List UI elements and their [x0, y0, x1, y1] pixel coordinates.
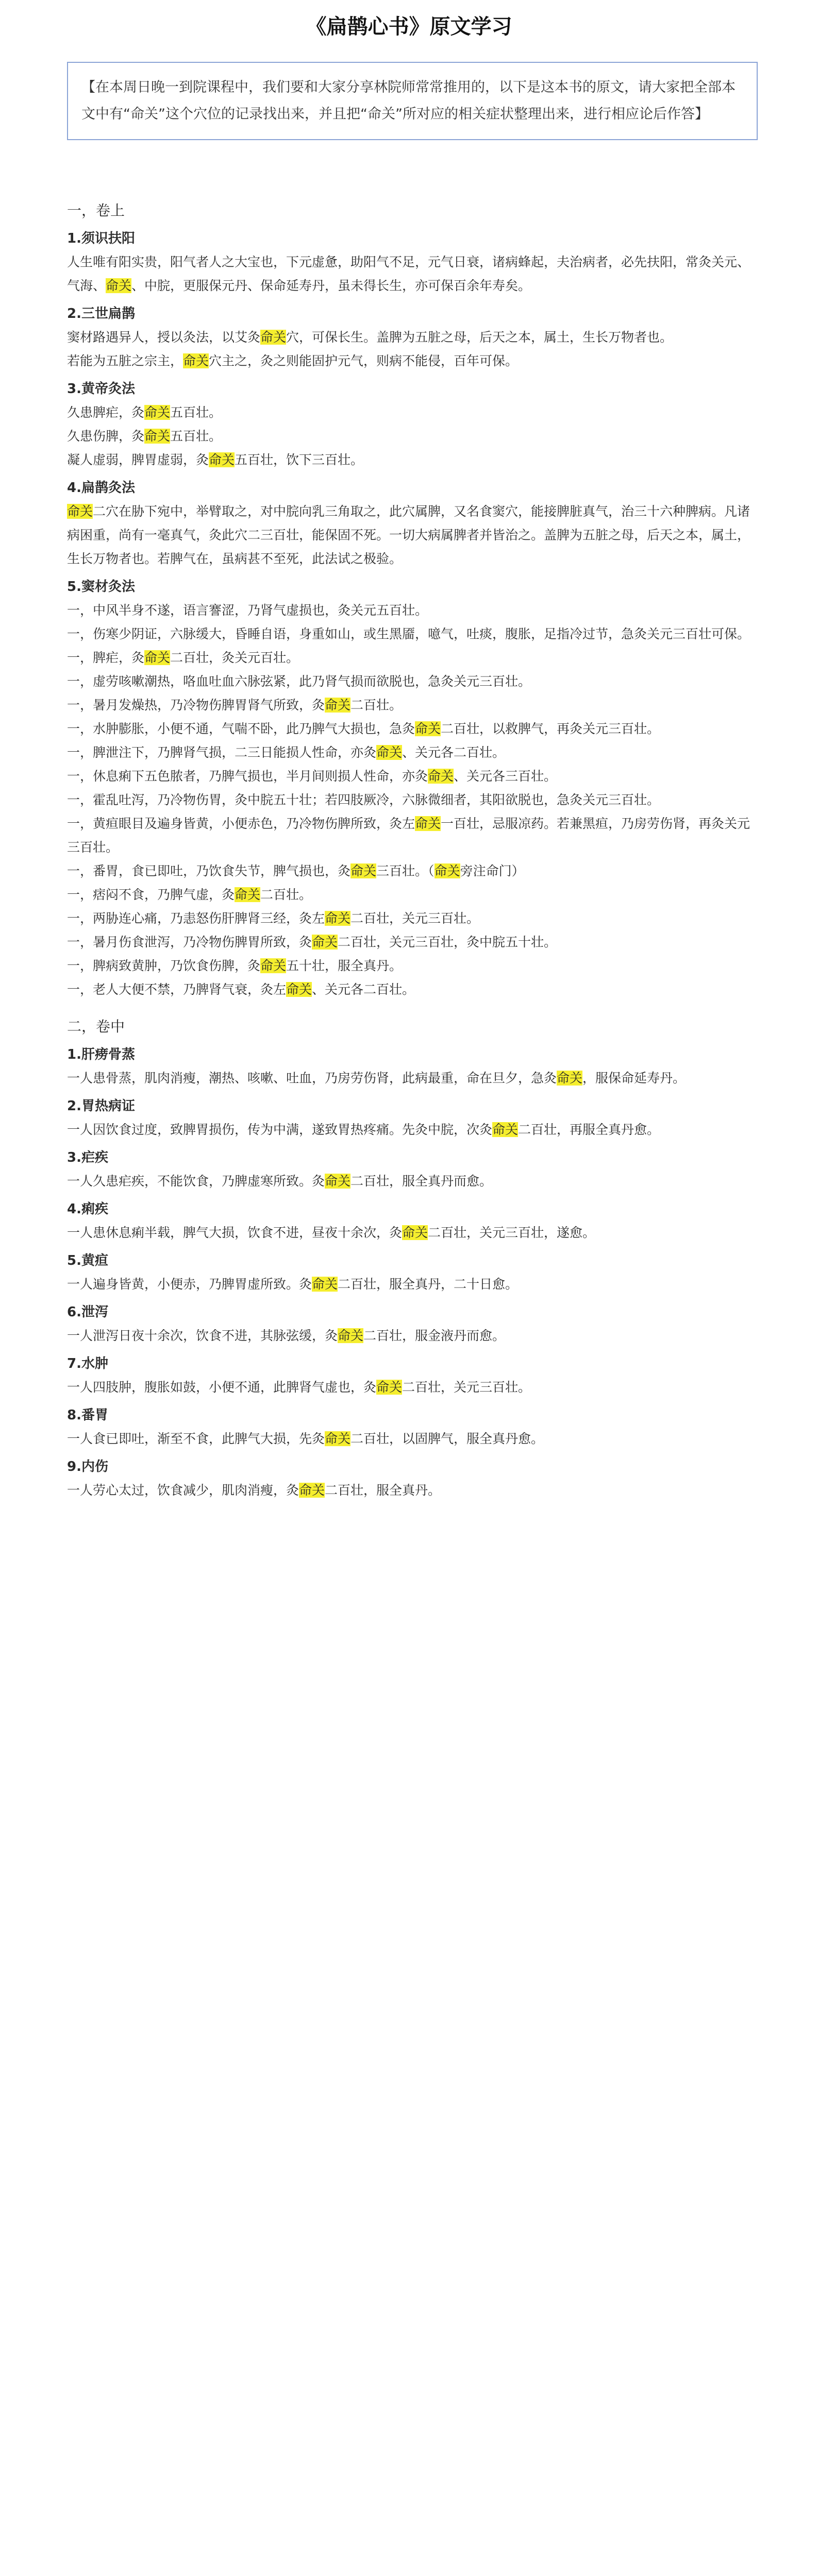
text-line: 人生唯有阳实贵，阳气者人之大宝也，下元虚惫，助阳气不足，元气日衰，诸病蜂起，夫治病者，必先扶阳，常灸关元、气海、命关、中脘，更服保元丹、保命延寿丹，虽未得长生，亦可保百余年寿矣。: [67, 255, 750, 293]
highlight-mingguan: 命关: [415, 816, 441, 831]
subsection-heading: 2.胃热病证: [67, 1098, 135, 1114]
text-line: 久患伤脾，灸命关五百壮。: [67, 429, 222, 444]
section-heading: 二，卷中: [67, 1018, 125, 1035]
text-line: 一，痞闷不食，乃脾气虚，灸命关二百壮。: [67, 887, 312, 902]
text-line: 一，脾病致黄肿，乃饮食伤脾，灸命关五十壮，服全真丹。: [67, 958, 403, 973]
text-line: 一人患骨蒸，肌肉消瘦，潮热、咳嗽、吐血，乃房劳伤肾，此病最重，命在旦夕，急灸命关，服保命延寿丹。: [67, 1071, 686, 1086]
highlight-mingguan: 命关: [312, 1277, 338, 1292]
subsection-heading: 9.内伤: [67, 1459, 108, 1475]
main-content: [67, 185, 758, 1502]
text-line: 一，黄疸眼目及遍身皆黄，小便赤色，乃冷物伤脾所致，灸左命关一百壮，忌服凉药。若兼黑疸，乃房劳伤肾，再灸关元三百壮。: [67, 816, 750, 855]
subsection-heading: 1.须识扶阳: [67, 231, 135, 246]
subsection-heading: 1.肝痨骨蒸: [67, 1047, 135, 1062]
text-line: 一，番胃，食已即吐，乃饮食失节，脾气损也，灸命关三百壮。（命关旁注命门）: [67, 863, 525, 878]
highlight-mingguan: 命关: [106, 278, 132, 293]
subsection-heading: 8.番胃: [67, 1408, 108, 1423]
highlight-mingguan: 命关: [338, 1328, 364, 1343]
highlight-mingguan: 命关: [312, 935, 338, 950]
highlight-mingguan: 命关: [260, 330, 287, 345]
text-line: 一人遍身皆黄，小便赤，乃脾胃虚所致。灸命关二百壮，服全真丹，二十日愈。: [67, 1277, 519, 1292]
highlight-mingguan: 命关: [209, 452, 235, 467]
highlight-mingguan: 命关: [325, 911, 351, 926]
text-line: 一，虚劳咳嗽潮热，咯血吐血六脉弦紧，此乃肾气损而欲脱也，急灸关元三百壮。: [67, 674, 531, 689]
text-line: 一人久患疟疾，不能饮食，乃脾虚寒所致。灸命关二百壮，服全真丹而愈。: [67, 1174, 493, 1189]
subsection-heading: 6.泄泻: [67, 1304, 108, 1320]
highlight-mingguan: 命关: [325, 1174, 351, 1189]
text-line: 一，霍乱吐泻，乃冷物伤胃，灸中脘五十壮；若四肢厥冷，六脉微细者，其阳欲脱也，急灸关元三百壮。: [67, 792, 660, 807]
highlight-mingguan: 命关: [235, 887, 261, 902]
text-line: 一人食已即吐，渐至不食，此脾气大损，先灸命关二百壮，以固脾气，服全真丹愈。: [67, 1431, 544, 1446]
highlight-mingguan: 命关: [144, 405, 171, 420]
text-line: 窦材路遇异人，授以灸法，以艾灸命关穴，可保长生。盖脾为五脏之母，后天之本，属土，生长万物者也。: [67, 330, 673, 345]
text-line: 一，老人大便不禁，乃脾肾气衰，灸左命关、关元各二百壮。: [67, 982, 415, 997]
text-line: 一，两胁连心痛，乃恚怒伤肝脾肾三经，灸左命关二百壮，关元三百壮。: [67, 911, 480, 926]
highlight-mingguan: 命关: [144, 429, 171, 444]
text-line: 一人患休息痢半载，脾气大损，饮食不进，昼夜十余次，灸命关二百壮，关元三百壮，遂愈。: [67, 1225, 596, 1240]
text-line: 若能为五脏之宗主，命关穴主之，灸之则能固护元气，则病不能侵，百年可保。: [67, 353, 519, 368]
text-line: 凝人虚弱，脾胃虚弱，灸命关五百壮，饮下三百壮。: [67, 452, 364, 467]
subsection-heading: 5.黄疸: [67, 1253, 108, 1268]
text-line: 一，水肿膨胀，小便不通，气喘不卧，此乃脾气大损也，急灸命关二百壮，以救脾气，再灸关元三百壮。: [67, 721, 660, 736]
highlight-mingguan: 命关: [325, 698, 351, 713]
highlight-mingguan: 命关: [325, 1431, 351, 1446]
highlight-mingguan: 命关: [183, 353, 209, 368]
highlight-mingguan: 命关: [286, 982, 312, 997]
text-line: 一，脾泄注下，乃脾肾气损，二三日能损人性命，亦灸命关、关元各二百壮。: [67, 745, 506, 760]
text-line: 一，暑月发燥热，乃冷物伤脾胃肾气所致，灸命关二百壮。: [67, 698, 403, 713]
text-line: 命关二穴在胁下宛中，举臂取之，对中脘向乳三角取之，此穴属脾，又名食窦穴，能接脾脏真气，治三十六种脾病。凡诸病困重，尚有一毫真气，灸此穴二三百壮，能保固不死。一切大病属脾者并皆治之。盖脾为五脏之母，后天之本，属土，生长万物者也。若脾气在，虽病甚不至死，此法试之极验。: [67, 504, 750, 566]
text-line: 一人劳心太过，饮食减少，肌肉消瘦，灸命关二百壮，服全真丹。: [67, 1483, 441, 1498]
text-line: 一，休息痢下五色脓者，乃脾气损也，半月间则损人性命，亦灸命关、关元各三百壮。: [67, 769, 557, 784]
highlight-mingguan: 命关: [402, 1225, 428, 1240]
section-heading: 一，卷上: [67, 202, 125, 219]
text-line: 一人泄泻日夜十余次，饮食不进，其脉弦缓，灸命关二百壮，服金液丹而愈。: [67, 1328, 506, 1343]
notice-box: 【在本周日晚一到院课程中，我们要和大家分享林院师常常推用的，以下是这本书的原文，请大家把全部本文中有“命关”这个穴位的记录找出来，并且把“命关”所对应的相关症状整理出来，进行相应论后作答】: [67, 62, 758, 140]
page-title: 《扁鹊心书》原文学习: [306, 15, 512, 39]
highlight-mingguan: 命关: [428, 769, 454, 784]
subsection-heading: 2.三世扁鹊: [67, 306, 135, 321]
subsection-heading: 4.扁鹊灸法: [67, 480, 135, 496]
text-line: 一，伤寒少阴证，六脉缓大，昏睡自语，身重如山，或生黑靥，噫气，吐痰，腹胀，足指冷过节，急灸关元三百壮可保。: [67, 626, 750, 641]
highlight-mingguan: 命关: [260, 958, 287, 973]
text-line: 一人四肢肿，腹胀如鼓，小便不通，此脾肾气虚也，灸命关二百壮，关元三百壮。: [67, 1380, 531, 1395]
highlight-mingguan: 命关: [376, 1380, 403, 1395]
highlight-mingguan: 命关: [415, 721, 441, 736]
subsection-heading: 7.水肿: [67, 1356, 108, 1371]
highlight-mingguan: 命关: [299, 1483, 325, 1498]
text-line: 一人因饮食过度，致脾胃损伤，传为中满，遂致胃热疼痛。先灸中脘，次灸命关二百壮，再服全真丹愈。: [67, 1122, 660, 1137]
highlight-mingguan: 命关: [376, 745, 403, 760]
highlight-mingguan: 命关: [492, 1122, 519, 1137]
subsection-heading: 3.黄帝灸法: [67, 381, 135, 397]
text-line: 久患脾疟，灸命关五百壮。: [67, 405, 222, 420]
highlight-mingguan: 命关: [67, 504, 93, 519]
subsection-heading: 5.窦材灸法: [67, 579, 135, 595]
highlight-mingguan: 命关: [434, 863, 460, 878]
subsection-heading: 3.疟疾: [67, 1150, 108, 1165]
text-line: 一，暑月伤食泄泻，乃冷物伤脾胃所致，灸命关二百壮，关元三百壮，灸中脘五十壮。: [67, 935, 557, 950]
text-line: 一，中风半身不遂，语言謇涩，乃肾气虚损也，灸关元五百壮。: [67, 603, 428, 618]
subsection-heading: 4.痢疾: [67, 1201, 108, 1217]
highlight-mingguan: 命关: [557, 1071, 583, 1086]
text-line: 一，脾疟，灸命关二百壮，灸关元百壮。: [67, 650, 299, 665]
highlight-mingguan: 命关: [144, 650, 171, 665]
highlight-mingguan: 命关: [350, 863, 377, 878]
